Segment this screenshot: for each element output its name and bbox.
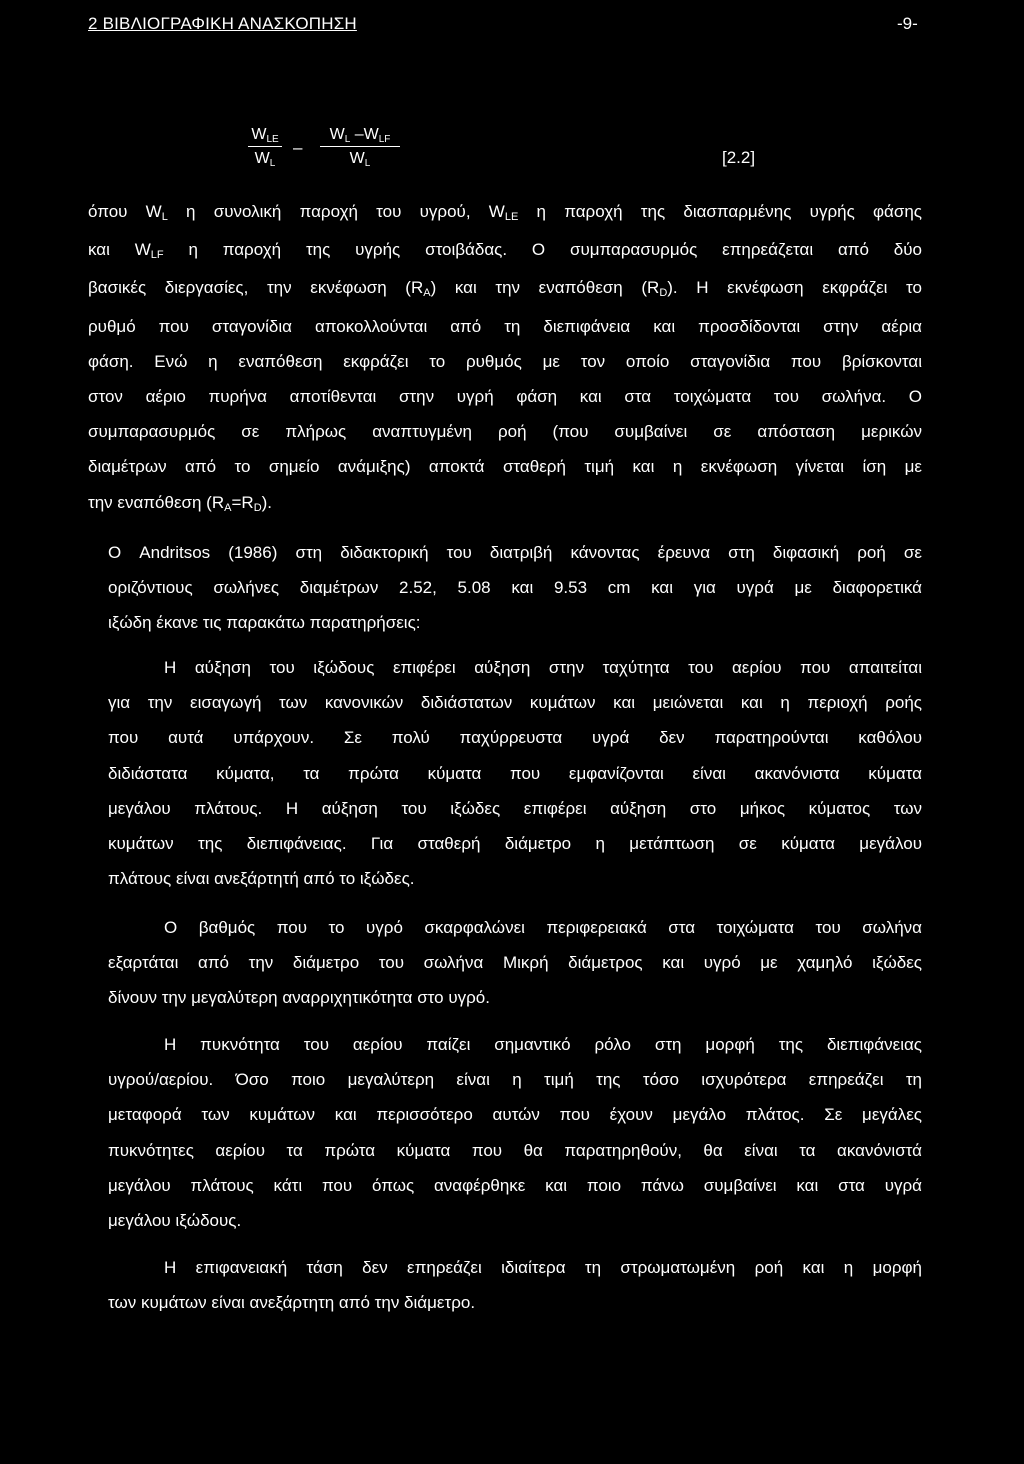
fraction-wle-over-wl (248, 126, 282, 168)
paragraph-gas-density: Η πυκνότητα του αερίου παίζει σημαντικό ρόλο στη μορφή της διεπιφάνειας υγρού/αερίου. Όσο ποιο μεγαλύτερη είναι η τιμή της τόσο ισχυρότερα επηρεάζει τη μεταφορά των κυμάτων και περισσότερο αυτών που έχουν μεγάλο πλάτος. Σε μεγάλες πυκνότητες αερίου τα πρώτα κύματα που θα παρατηρηθούν, θα είναι τα ακανόνιστά μεγάλου πλάτους κάτι που όπως αναφέρθηκε και ποιο πάνω συμβαίνει και στα υγρά μεγάλου ιξώδους. (108, 1035, 922, 1231)
paragraph-viscosity: Η αύξηση του ιξώδους επιφέρει αύξηση στην ταχύτητα του αερίου που απαιτείται για την εισαγωγή των κανονικών διδιάστατων κυμάτων και μειώνεται και η περιοχή ροής που αυτά υπάρχουν. Σε πολύ παχύρρευστα υγρά δεν παρατηρούνται καθόλου διδιάστατα κύματα, τα πρώτα κύματα που εμφανίζονται είναι ακανόνιστα κύματα μεγάλου πλάτους. Η αύξηση του ιξώδες επιφέρει αύξηση στο μήκος κύματος των κυμάτων της διεπιφάνειας. Για σταθερή διάμετρο η μετάπτωση σε κύματα μεγάλου πλάτους είναι ανεξάρτητή από το ιξώδες. (108, 658, 922, 889)
fraction-numerator: WLE (248, 126, 282, 147)
page-number: -9- (897, 14, 918, 33)
fraction-numerator: WL –WLF (320, 126, 400, 147)
fraction-denominator: WL (349, 150, 371, 169)
paragraph-surface-tension: Η επιφανειακή τάση δεν επηρεάζει ιδιαίτερα τη στρωματωμένη ροή και η μορφή των κυμάτων είναι ανεξάρτητη από την διάμετρο. (108, 1258, 922, 1313)
chapter-heading: 2 ΒΙΒΛΙΟΓΡΑΦΙΚΗ ΑΝΑΣΚΟΠΗΣΗ (88, 14, 357, 33)
paragraph-definitions: όπου WL η συνολική παροχή του υγρού, WLE η παροχή της διασπαρμένης υγρής φάσης και WLF η παροχή της υγρής στοιβάδας. Ο συμπαρασυρμός επηρεάζεται από δύο βασικές διεργασίες, την εκνέφωση (RA) και την εναπόθεση (RD). Η εκνέφωση εκφράζει το ρυθμό που σταγονίδια αποκολλούνται από τη διεπιφάνεια και προσδίδονται στην αέρια φάση. Ενώ η εναπόθεση εκφράζει το ρυθμός με τον οποίο σταγονίδια που βρίσκονται στον αέριο πυρήνα αποτίθενται στην υγρή φάση και στα τοιχώματα του σωλήνα. Ο συμπαρασυρμός σε πλήρως αναπτυγμένη ροή (που συμβαίνει σε απόσταση μερικών διαμέτρων από το σημείο ανάμιξης) αποκτά σταθερή τιμή και η εκνέφωση γίνεται ίση με την εναπόθεση (RA=RD). (88, 202, 922, 514)
fraction-denominator: WL (254, 150, 276, 169)
fraction-wl-minus-wlf-over-wl (320, 126, 400, 168)
equation-number: [2.2] (722, 148, 756, 167)
minus-sign: – (293, 138, 303, 157)
paragraph-climbing: Ο βαθμός που το υγρό σκαρφαλώνει περιφερειακά στα τοιχώματα του σωλήνα εξαρτάται από την διάμετρο του σωλήνα Μικρή διάμετρος και υγρό με χαμηλό ιξώδες δίνουν την μεγαλύτερη αναρριχητικότητα στο υγρό. (108, 918, 922, 1008)
paragraph-andritsos: Ο Andritsos (1986) στη διδακτορική του διατριβή κάνοντας έρευνα στη διφασική ροή σε οριζόντιους σωλήνες διαμέτρων 2.52, 5.08 και 9.53 cm και για υγρά με διαφορετικά ιξώδη έκανε τις παρακάτω παρατηρήσεις: (108, 543, 922, 633)
